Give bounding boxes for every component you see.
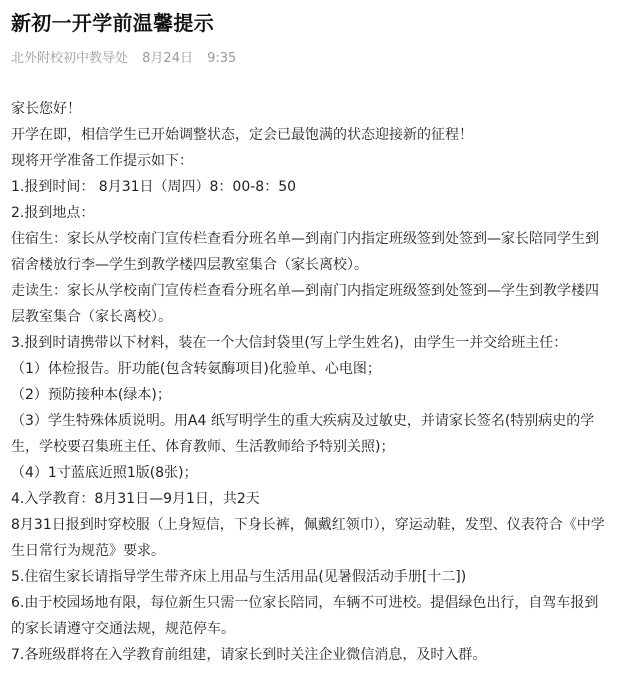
- material-photos: （4）1寸蓝底近照1版(8张)；: [11, 465, 198, 481]
- day-student-instructions: 走读生：家长从学校南门宣传栏查看分班名单—到南门内指定班级签到处签到—学生到教学楼四层教室集合（家长离校）。: [11, 283, 599, 325]
- material-health-report: （1）体检报告。肝功能(包含转氨酶项目)化验单、心电图；: [11, 361, 381, 377]
- publish-time: 9:35: [207, 51, 237, 66]
- article-meta: [11, 50, 612, 68]
- author-name[interactable]: 北外附校初中教导处: [11, 51, 129, 66]
- notice-lead: 现将开学准备工作提示如下：: [11, 153, 193, 169]
- greeting: 家长您好！: [11, 101, 81, 117]
- item-parking: 6.由于校园场地有限，每位新生只需一位家长陪同，车辆不可进校。提倡绿色出行，自驾车报到的家长请遵守交通法规，规范停车。: [11, 595, 599, 637]
- orientation-dress-code: 8月31日报到时穿校服（上身短信，下身长裤，佩戴红领巾），穿运动鞋，发型、仪表符合《中学生日常行为规范》要求。: [11, 517, 605, 559]
- intro-paragraph: 开学在即，相信学生已开始调整状态，定会已最饱满的状态迎接新的征程！: [11, 127, 473, 143]
- item-report-location: 2.报到地点：: [11, 205, 95, 221]
- item-bedding: 5.住宿生家长请指导学生带齐床上用品与生活用品(见暑假活动手册[十二]): [11, 569, 467, 585]
- publish-date: 8月24日: [142, 51, 193, 66]
- article-body: [11, 96, 612, 668]
- boarding-student-instructions: 住宿生：家长从学校南门宣传栏查看分班名单—到南门内指定班级签到处签到—家长陪同学生到宿舍楼放行李—学生到教学楼四层教室集合（家长离校）。: [11, 231, 599, 273]
- material-special-condition: （3）学生特殊体质说明。用A4 纸写明学生的重大疾病及过敏史，并请家长签名(特别病史的学生，学校要召集班主任、体育教师、生活教师给予特别关照)；: [11, 413, 595, 455]
- item-materials: 3.报到时请携带以下材料，装在一个大信封袋里(写上学生姓名)，由学生一并交给班主任：: [11, 335, 568, 351]
- item-class-group: 7.各班级群将在入学教育前组建，请家长到时关注企业微信消息，及时入群。: [11, 647, 487, 663]
- article-title: 新初一开学前温馨提示: [11, 11, 214, 35]
- item-orientation: 4.入学教育：8月31日—9月1日，共2天: [11, 491, 260, 507]
- item-report-time: 1.报到时间： 8月31日（周四）8：00-8：50: [11, 179, 297, 195]
- material-vaccination-book: （2）预防接种本(绿本)；: [11, 387, 171, 403]
